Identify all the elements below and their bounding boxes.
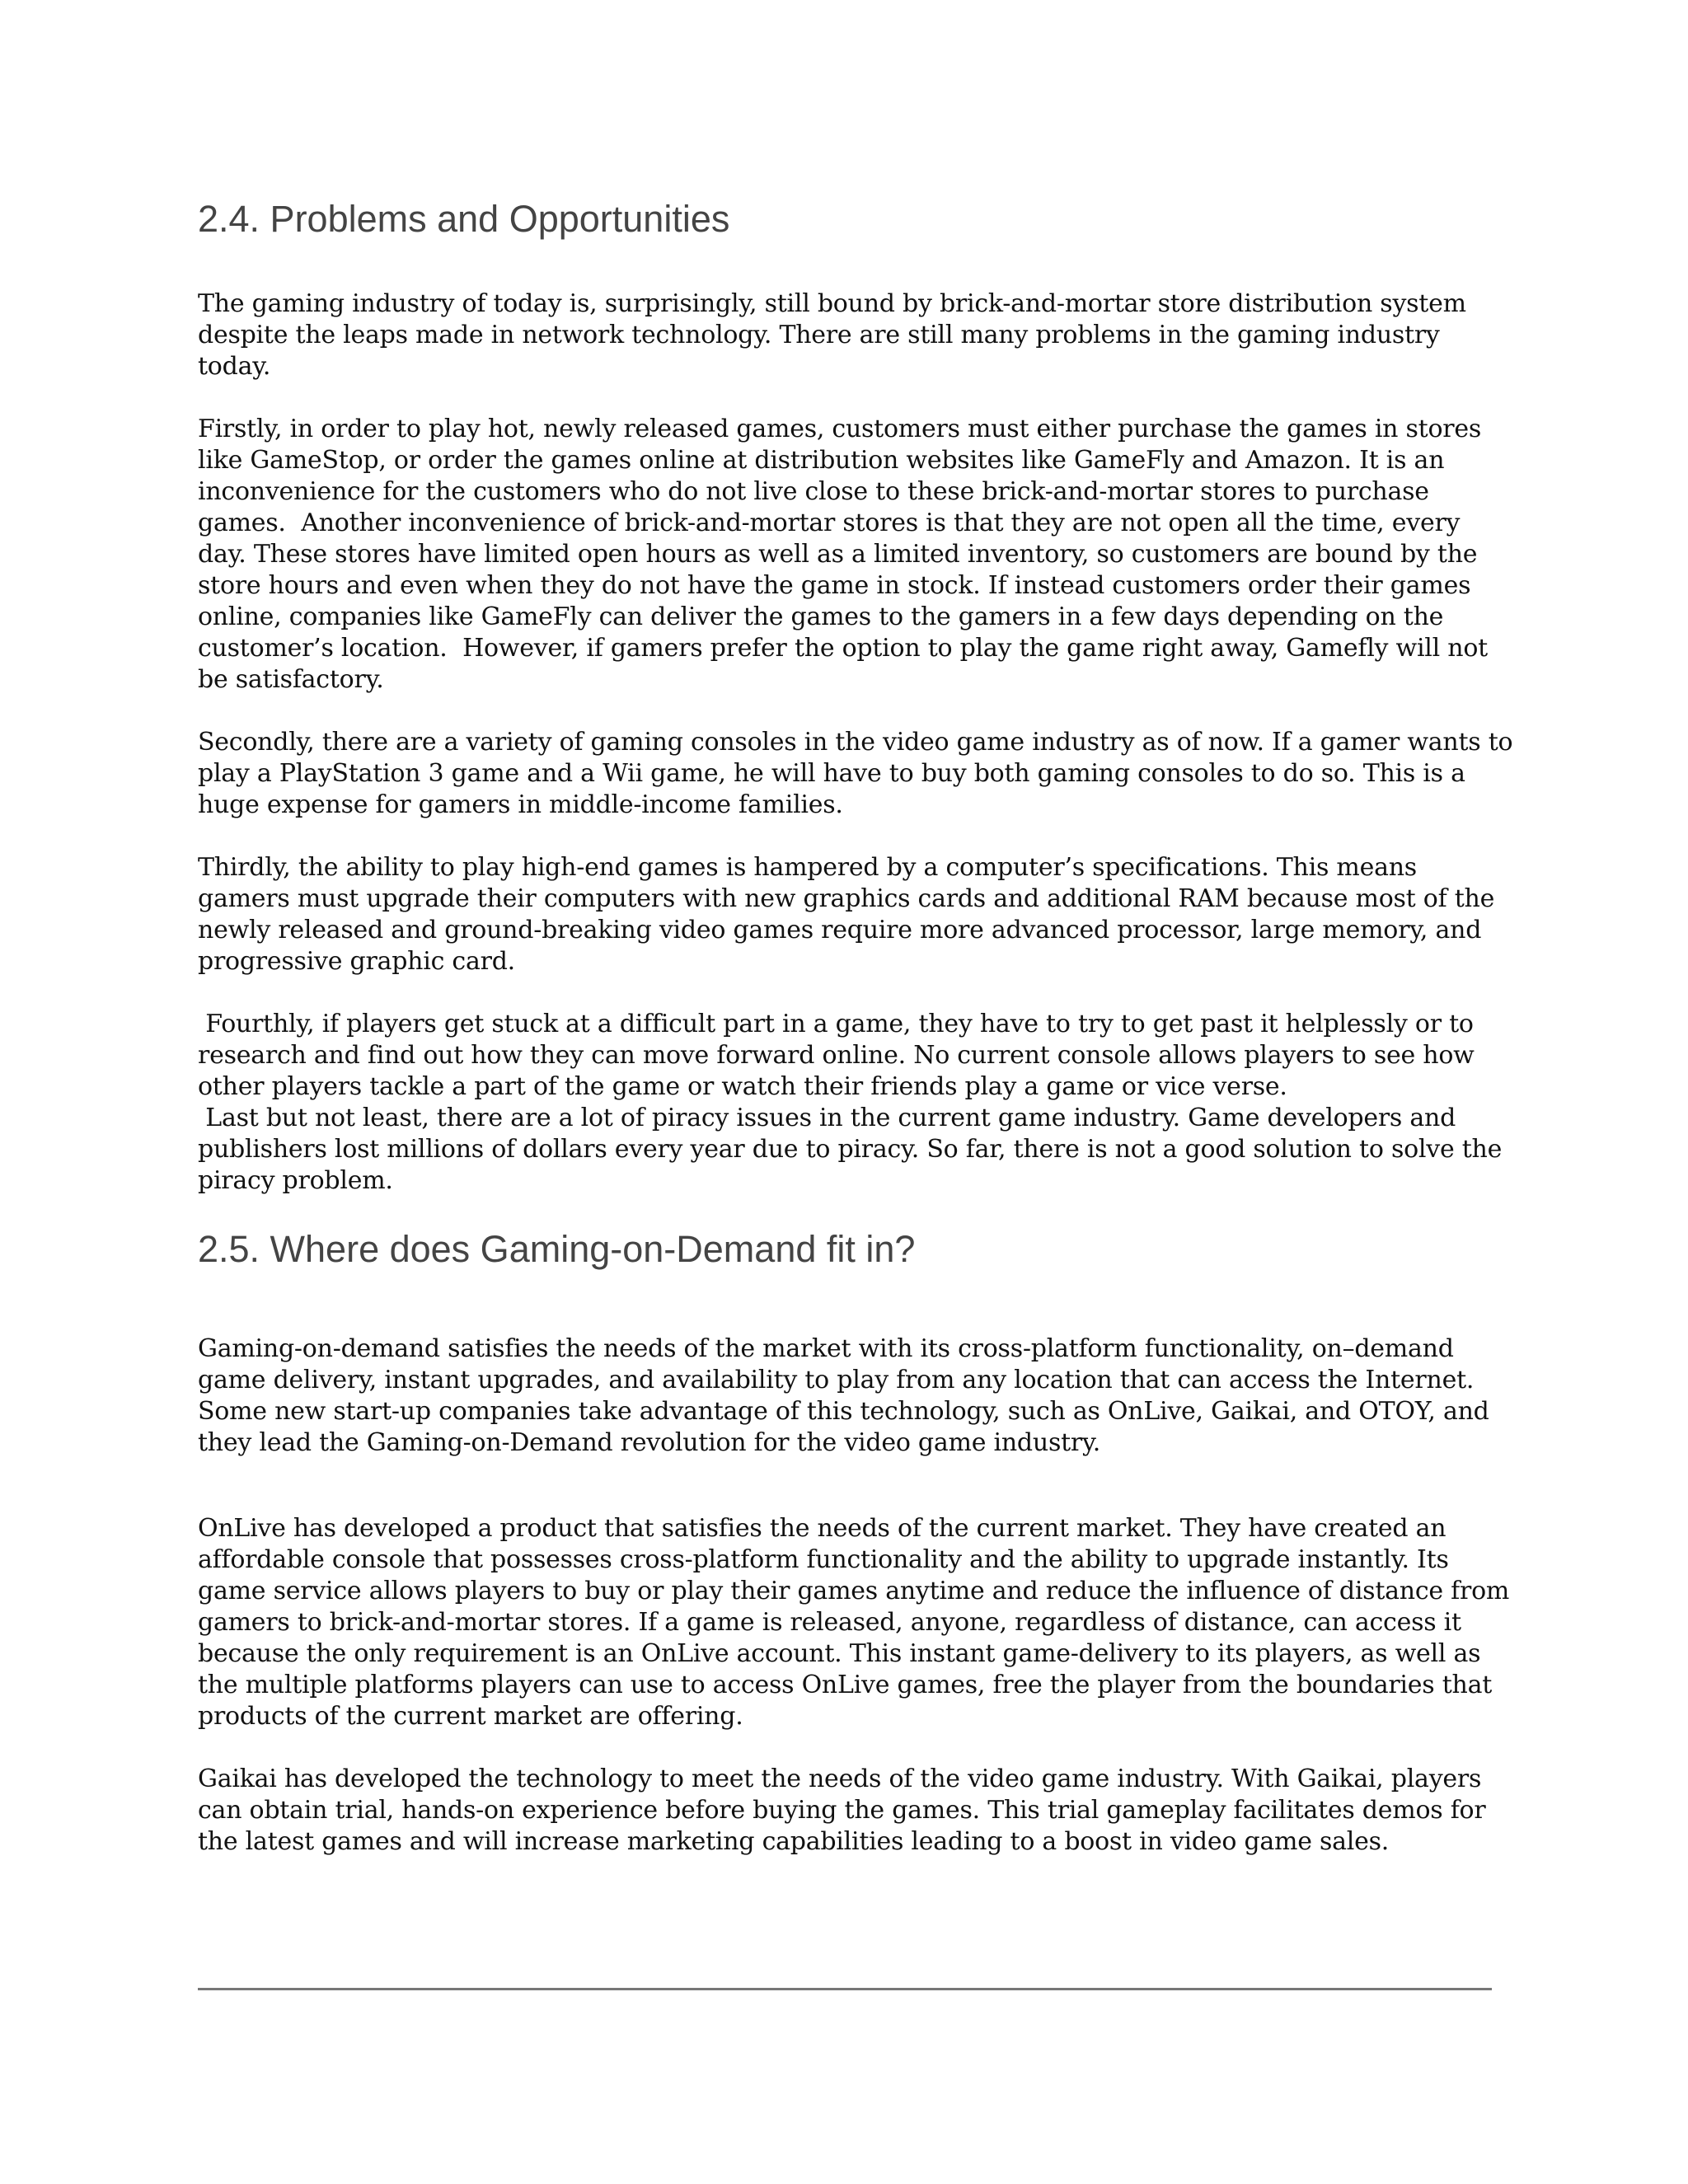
section-heading-problems: 2.4. Problems and Opportunities: [198, 198, 730, 240]
paragraph-onlive: OnLive has developed a product that satisfies the needs of the current market. They have created an affordable console that possesses cross-platform functionality and the ability to upgrade instantly. Its game service allows players to buy or play their games anytime and reduce the influence of distance from gamers to brick-and-mortar stores. If a game is released, anyone, regardless of distance, can access it because the only requirement is an OnLive account. This instant game-delivery to its players, as well as the multiple platforms players can use to access OnLive games, free the player from the boundaries that products of the current market are offering.: [198, 1514, 1510, 1731]
paragraph-fourthly: Fourthly, if players get stuck at a difficult part in a game, they have to try to get past it helplessly or to research and find out how they can move forward online. No current console allows players to see how other players tackle a part of the game or watch their friends play a game or vice verse. Last but not least, there are a lot of piracy issues in the current game industry. Game developers and publishers lost millions of dollars every year due to piracy. So far, there is not a good solution to solve the piracy problem.: [198, 1010, 1503, 1195]
paragraph-intro: The gaming industry of today is, surprisingly, still bound by brick-and-mortar store distribution system despite the leaps made in network technology. There are still many problems in the gaming industry today.: [198, 289, 1466, 381]
paragraph-secondly: Secondly, there are a variety of gaming consoles in the video game industry as of now. If a gamer wants to play a PlayStation 3 game and a Wii game, he will have to buy both gaming consoles to do so. This is a huge expense for gamers in middle-income families.: [198, 728, 1513, 819]
footer-divider: [198, 1988, 1492, 1990]
paragraph-gaming-on-demand: Gaming-on-demand satisfies the needs of the market with its cross-platform functionality, on–demand game delivery, instant upgrades, and availability to play from any location that can access the Internet. Some new start-up companies take advantage of this technology, such as OnLive, Gaikai, and OTOY, and they lead the Gaming-on-Demand revolution for the video game industry.: [198, 1334, 1489, 1457]
document-page: [198, 0, 1513, 2184]
paragraph-gaikai: Gaikai has developed the technology to meet the needs of the video game industry. With Gaikai, players can obtain trial, hands-on experience before buying the games. This trial gameplay facilitates demos for the latest games and will increase marketing capabilities leading to a boost in video game sales.: [198, 1765, 1486, 1856]
section-heading-gaming-on-demand: 2.5. Where does Gaming-on-Demand fit in?: [198, 1228, 916, 1270]
paragraph-thirdly: Thirdly, the ability to play high-end games is hampered by a computer’s specifications. This means gamers must upgrade their computers with new graphics cards and additional RAM because most of the newly released and ground-breaking video games require more advanced processor, large memory, and progressive graphic card.: [198, 853, 1495, 976]
paragraph-firstly: Firstly, in order to play hot, newly released games, customers must either purchase the games in stores like GameStop, or order the games online at distribution websites like GameFly and Amazon. It is an inconvenience for the customers who do not live close to these brick-and-mortar stores to purchase games. Another inconvenience of brick-and-mortar stores is that they are not open all the time, every day. These stores have limited open hours as well as a limited inventory, so customers are bound by the store hours and even when they do not have the game in stock. If instead customers order their games online, companies like GameFly can deliver the games to the gamers in a few days depending on the customer’s location. However, if gamers prefer the option to play the game right away, Gamefly will not be satisfactory.: [198, 415, 1488, 694]
